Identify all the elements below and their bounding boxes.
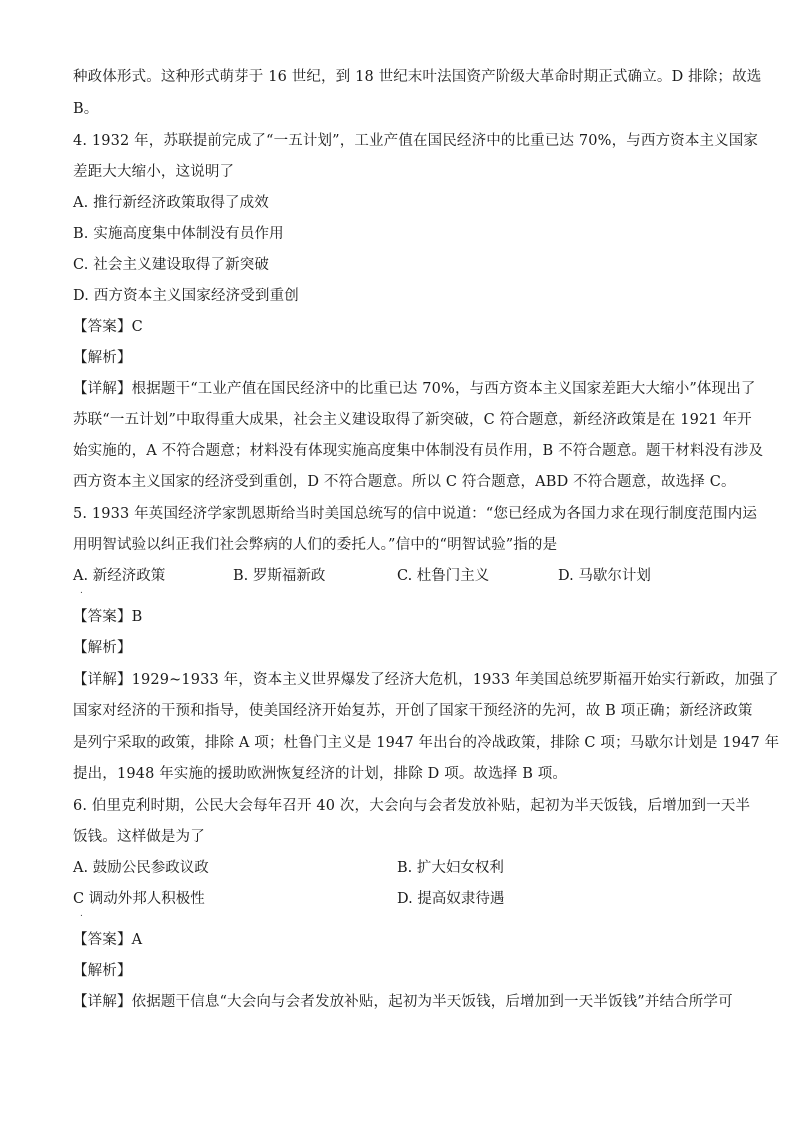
- question-4-option-d: D. 西方资本主义国家经济受到重创: [73, 288, 299, 304]
- question-5-option-c: C. 杜鲁门主义: [397, 568, 490, 584]
- question-4-stem: 4. 1932 年，苏联提前完成了“一五计划”，工业产值在国民经济中的比重已达 70%，与西方资本主义国家: [73, 133, 759, 149]
- text-line: 种政体形式。这种形式萌芽于 16 世纪，到 18 世纪末叶法国资产阶级大革命时期正式确立。D 排除；故选: [73, 69, 762, 85]
- question-5-stem: 5. 1933 年英国经济学家凯恩斯给当时美国总统写的信中说道：“您已经成为各国力求在现行制度范围内运: [73, 506, 758, 522]
- question-6-explanation: 【详解】依据题干信息“大会向与会者发放补贴，起初为半天饭钱，后增加到一天半饭钱”并结合所学可: [73, 994, 733, 1010]
- question-4-option-c: C. 社会主义建设取得了新突破: [73, 257, 270, 273]
- text-line: B。: [73, 101, 99, 117]
- question-5-option-d: D. 马歇尔计划: [558, 568, 651, 584]
- question-6-option-c: C 调动外邦人积极性: [73, 891, 205, 907]
- question-4-answer: 【答案】C: [73, 319, 143, 335]
- question-5-explanation: 【详解】1929~1933 年，资本主义世界爆发了经济大危机，1933 年美国总统罗斯福开始实行新政，加强了: [73, 672, 779, 688]
- question-5-stem: 用明智试验以纠正我们社会弊病的人们的委托人。”信中的“明智试验”指的是: [73, 537, 558, 553]
- question-4-explanation: 西方资本主义国家的经济受到重创，D 不符合题意。所以 C 符合题意，ABD 不符合题意，故选择 C。: [73, 474, 736, 490]
- question-6-option-b: B. 扩大妇女权利: [397, 860, 504, 876]
- question-5-answer: 【答案】B: [73, 609, 143, 625]
- question-5-explanation: 提出，1948 年实施的援助欧洲恢复经济的计划，排除 D 项。故选择 B 项。: [73, 766, 568, 782]
- question-6-stem: 饭钱。这样做是为了: [73, 829, 205, 845]
- question-4-explanation: 【详解】根据题干“工业产值在国民经济中的比重已达 70%，与西方资本主义国家差距大大缩小”体现出了: [73, 381, 756, 397]
- question-4-stem: 差距大大缩小，这说明了: [73, 164, 235, 180]
- question-5-analysis-label: 【解析】: [73, 640, 132, 656]
- question-6-analysis-label: 【解析】: [73, 963, 132, 979]
- question-5-option-a: A. 新经济政策: [73, 568, 166, 584]
- question-4-explanation: 始实施的，A 不符合题意；材料没有体现实施高度集中体制没有员作用，B 不符合题意。题干材料没有涉及: [73, 443, 764, 459]
- question-5-option-b: B. 罗斯福新政: [233, 568, 326, 584]
- question-6-option-a: A. 鼓励公民参政议政: [73, 860, 209, 876]
- question-6-answer: 【答案】A: [73, 932, 143, 948]
- question-5-explanation: 国家对经济的干预和指导，使美国经济开始复苏，开创了国家干预经济的先河，故 B 项正确；新经济政策: [73, 703, 753, 719]
- stray-mark: .: [80, 909, 83, 919]
- question-6-stem: 6. 伯里克利时期，公民大会每年召开 40 次，大会向与会者发放补贴，起初为半天饭钱，后增加到一天半: [73, 798, 751, 814]
- question-6-option-d: D. 提高奴隶待遇: [397, 891, 505, 907]
- question-4-explanation: 苏联“一五计划”中取得重大成果，社会主义建设取得了新突破，C 符合题意，新经济政策是在 1921 年开: [73, 412, 752, 428]
- stray-mark: .: [80, 586, 83, 596]
- question-4-option-b: B. 实施高度集中体制没有员作用: [73, 226, 284, 242]
- question-4-analysis-label: 【解析】: [73, 350, 132, 366]
- question-5-explanation: 是列宁采取的政策，排除 A 项；杜鲁门主义是 1947 年出台的冷战政策，排除 C 项；马歇尔计划是 1947 年: [73, 735, 780, 751]
- question-4-option-a: A. 推行新经济政策取得了成效: [73, 195, 269, 211]
